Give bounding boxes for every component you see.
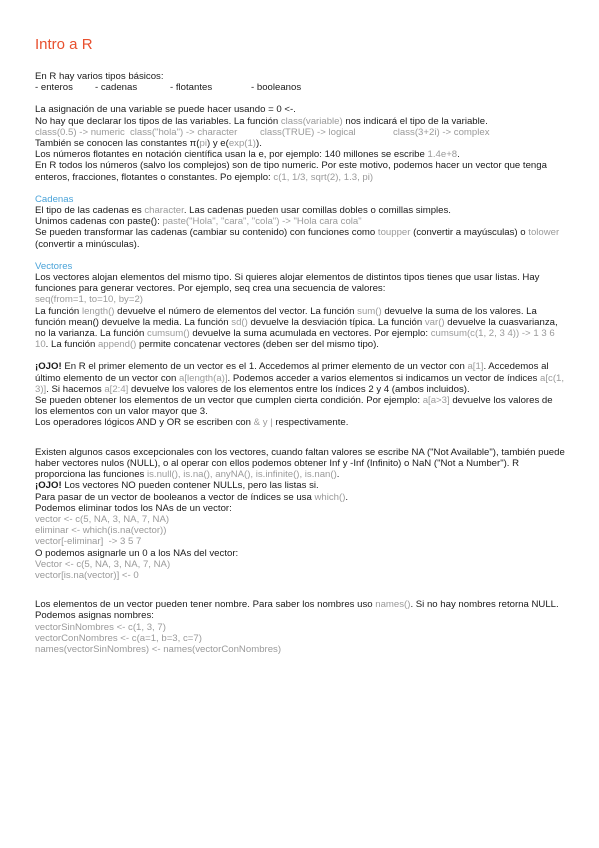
code-line: Vector <- c(5, NA, 3, NA, 7, NA) xyxy=(35,558,171,570)
code-line: names(vectorSinNombres) <- names(vectorConNombres) xyxy=(35,643,282,655)
strings-section xyxy=(35,194,565,250)
indexing-paragraph: ¡OJO! En R el primer elemento de un vector es el 1. Accedemos al primer elemento de un vector con a[1]. Accedemos al último elemento de un vector con a[length(a)]. Podemos acceder a varios elementos si indicamos un vector de índices a[c(1, 3)]. Si hacemos a[2:4] devuelve los valores de los elementos entre los índices 2 y 4 (ambos incluidos). xyxy=(35,361,565,395)
page-title: Intro a R xyxy=(35,36,93,53)
numeric-paragraph: En R todos los números (salvo los complejos) son de tipo numeric. Por este motivo, podemos hacer un vector que tenga enteros, fracciones, flotantes o constantes. Po ejemplo: c(1, 1/3, sqrt(2), 1.3, pi) xyxy=(35,160,547,183)
code-line: vector[is.na(vector)] <- 0 xyxy=(35,569,139,581)
basic-types-list xyxy=(35,82,565,93)
code-line: vectorConNombres <- c(a=1, b=3, c=7) xyxy=(35,632,202,644)
vectors-intro: Los vectores alojan elementos del mismo tipo. Si quieres alojar elementos de distintos tipos tienes que usar listas. Hay funciones para generar vectores. Por ejemplo, seq crea una secuencia de valores: xyxy=(35,272,540,295)
type-item: - cadenas xyxy=(95,82,138,94)
na-paragraph: Existen algunos casos excepcionales con los vectores, cuando faltan valores se escribe NA ("Not Available"), también puede haber vectores nulos (NULL), o al operar con ellos podemos obtener Inf y -Inf (Infinito) o NaN ("Not a Number"). R proporciona las funciones is.null(), is.na(), anyNA(), is.infinite(), is.nan(). xyxy=(35,446,565,481)
which-line: Para pasar de un vector de booleanos a vector de índices se usa which(). xyxy=(35,491,349,503)
vector-functions-paragraph: La función length() devuelve el número de elementos del vector. La función sum() devuelve la suma de los valores. La función mean() devuelve la media. La función sd() devuelve la desviación típica. La función var() devuelve la cuasvarianza, no la varianza. La función cumsum() devuelve la suma acumulada en vectores. Por ejemplo: cumsum(c(1, 2, 3 4)) -> 1 3 6 10. La función append() permite concatenar vectores (deben ser del mismo tipo). xyxy=(35,305,558,351)
document-page xyxy=(35,36,565,655)
float-line: Los números flotantes en notación científica usan la e, por ejemplo: 140 millones se escribe 1.4e+8. xyxy=(35,149,460,161)
logical-operators-line: Los operadores lógicos AND y OR se escriben con & y | respectivamente. xyxy=(35,417,349,429)
code-line: vector <- c(5, NA, 3, NA, 7, NA) xyxy=(35,513,170,525)
code-line: eliminar <- which(is.na(vector)) xyxy=(35,525,167,537)
assignment-section xyxy=(35,104,565,182)
names-section xyxy=(35,599,565,655)
type-item: - booleanos xyxy=(251,82,302,94)
names-paragraph: Los elementos de un vector pueden tener nombre. Para saber los nombres uso names(). Si no hay nombres retorna NULL. Podemos asignas nombres: xyxy=(35,599,559,622)
basic-types-section xyxy=(35,71,565,93)
code-line: vector[-eliminar] -> 3 5 7 xyxy=(35,536,142,548)
class-line: No hay que declarar los tipos de las variables. La función class(variable) nos indicará el tipo de la variable. xyxy=(35,115,488,127)
constants-line: También se conocen las constantes π(pi) y e(exp(1)). xyxy=(35,138,262,150)
class-examples: class(0.5) -> numeric class("hola") -> character class(TRUE) -> logical class(3+2i) -> complex xyxy=(35,126,490,138)
remove-na-intro: Podemos eliminar todos los NAs de un vector: xyxy=(35,502,232,514)
type-item: - enteros xyxy=(35,82,73,94)
na-section xyxy=(35,447,565,581)
paste-line: Unimos cadenas con paste(): paste("Hola", "cara", "cola") -> "Hola cara cola" xyxy=(35,216,362,228)
code-line: vectorSinNombres <- c(1, 3, 7) xyxy=(35,621,166,633)
vectors-section xyxy=(35,261,565,351)
code-snippet: class(variable) xyxy=(280,115,343,127)
transform-paragraph: Se pueden transformar las cadenas (cambiar su contenido) con funciones como toupper (convertir a mayúsculas) o tolower (convertir a minúsculas). xyxy=(35,227,560,250)
indexing-section xyxy=(35,361,565,428)
null-warning: ¡OJO! Los vectores NO pueden contener NULLs, pero las listas si. xyxy=(35,480,319,492)
seq-example: seq(from=1, to=10, by=2) xyxy=(35,294,143,306)
assignment-line: La asignación de una variable se puede hacer usando = 0 <-. xyxy=(35,104,296,116)
condition-paragraph: Se pueden obtener los elementos de un vector que cumplen cierta condición. Por ejemplo: a[a>3] devuelve los valores de los elementos con un valor mayor que 3. xyxy=(35,395,553,418)
strings-heading: Cadenas xyxy=(35,193,74,205)
assign-zero-intro: O podemos asignarle un 0 a los NAs del vector: xyxy=(35,547,239,559)
strings-type-line: El tipo de las cadenas es character. Las cadenas pueden usar comillas dobles o comillas simples. xyxy=(35,205,451,217)
basic-types-intro: En R hay varios tipos básicos: xyxy=(35,71,164,82)
type-item: - flotantes xyxy=(170,82,213,94)
vectors-heading: Vectores xyxy=(35,260,73,272)
